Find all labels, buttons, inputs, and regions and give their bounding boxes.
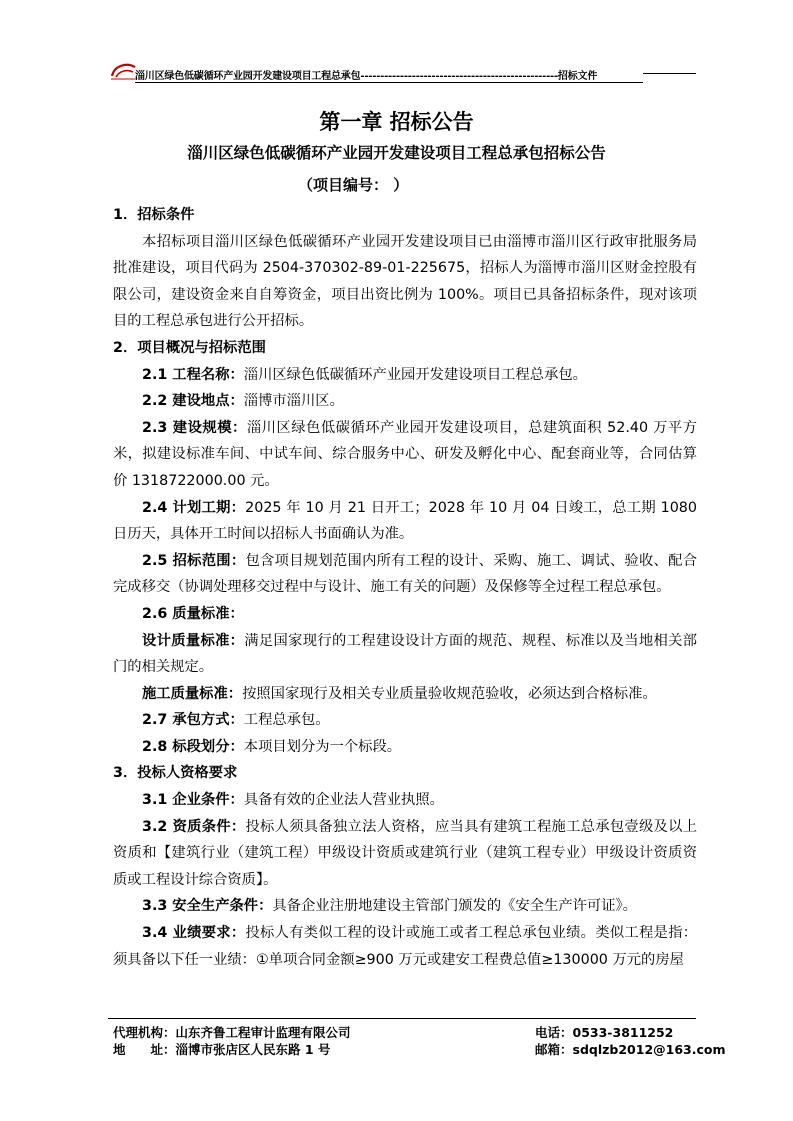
item-label: 2.3 建设规模： — [142, 419, 247, 436]
section-heading: 3．投标人资格要求 — [113, 765, 238, 782]
item-label: 施工质量标准： — [142, 685, 243, 702]
item-label: 设计质量标准： — [142, 632, 245, 649]
footer-value: 淄博市张店区人民东路 1 号 — [175, 1042, 331, 1057]
footer-agency — [113, 1023, 351, 1041]
list-item — [113, 920, 697, 973]
section-heading: 1．招标条件 — [113, 207, 195, 223]
list-item — [113, 707, 697, 734]
document-body — [113, 202, 697, 973]
list-item — [113, 734, 697, 761]
list-item — [113, 893, 697, 920]
item-text: 满足国家现行的工程建设设计方面的规范、规程、标准以及当地相关部门的相关规定。 — [113, 632, 697, 676]
item-text: 淄博市淄川区。 — [243, 393, 344, 410]
item-text: 投标人有类似工程的设计或施工或者工程总承包业绩。类似工程是指：须具备以下任一业绩：①单项合同金额≥900 万元或建安工程费总值≥130000 万元的房屋 — [113, 925, 698, 968]
item-text: 具备企业注册地建设主管部门颁发的《安全生产许可证》。 — [272, 898, 637, 915]
footer-email — [535, 1040, 726, 1058]
item-label: 3.4 业绩要求： — [142, 925, 246, 942]
footer-label: 邮箱： — [535, 1042, 573, 1057]
paragraph: 本招标项目淄川区绿色低碳循环产业园开发建设项目已由淄博市淄川区行政审批服务局批准建设，项目代码为 2504-370302-89-01-225675，招标人为淄博市淄川区财金控股有限公司，建设资金来自自筹资金，项目出资比例为 100%。项目已具备招标条件，现对该项目的工程总承包进行公开招标。 — [113, 233, 697, 330]
notice-title: 淄川区绿色低碳循环产业园开发建设项目工程总承包招标公告 — [187, 144, 606, 162]
item-text: 本项目划分为一个标段。 — [243, 738, 402, 755]
item-label: 2.4 计划工期： — [142, 499, 246, 516]
item-label: 2.2 建设地点： — [142, 393, 244, 410]
item-text: 2025 年 10 月 21 日开工；2028 年 10 月 04 日竣工，总工期 1080 日历天，具体开工时间以招标人书面确认为准。 — [113, 499, 697, 543]
item-label: 2.5 招标范围： — [142, 552, 246, 569]
item-label: 2.7 承包方式： — [142, 712, 244, 729]
footer-value: 0533-3811252 — [572, 1025, 674, 1040]
item-text: 工程总承包。 — [243, 712, 330, 729]
footer-value: sdqlzb2012@163.com — [572, 1042, 726, 1057]
item-label: 2.8 标段划分： — [142, 738, 244, 755]
footer-label: 代理机构： — [113, 1025, 176, 1040]
item-text: 包含项目规划范围内所有工程的设计、采购、施工、调试、验收、配合完成移交（协调处理移交过程中与设计、施工有关的问题）及保修等全过程工程总承包。 — [113, 552, 698, 596]
list-item — [113, 601, 697, 628]
chapter-title: 第一章 招标公告 — [319, 110, 474, 134]
list-item — [113, 388, 697, 415]
footer-label: 电话： — [535, 1025, 573, 1040]
item-text: 投标人须具备独立法人资格，应当具有建筑工程施工总承包壹级及以上资质和【建筑行业（建筑工程）甲级设计资质或建筑行业（建筑工程专业）甲级设计资质资质或工程设计综合资质】。 — [113, 818, 698, 888]
item-text: 淄川区绿色低碳循环产业园开发建设项目工程总承包。 — [243, 366, 587, 383]
section-heading: 2．项目概况与招标范围 — [113, 339, 266, 356]
list-item — [113, 495, 697, 548]
page-header — [108, 60, 696, 84]
list-item — [113, 787, 697, 814]
header-right-divider — [643, 73, 696, 74]
item-label: 3.1 企业条件： — [142, 792, 244, 809]
header-divider — [135, 82, 643, 83]
item-label: 2.6 质量标准： — [142, 605, 244, 622]
header-text: 淄川区绿色低碳循环产业园开发建设项目工程总承包--------------------------------------------------招标文件 — [135, 71, 598, 82]
list-item — [113, 814, 697, 894]
list-item — [113, 415, 697, 495]
list-item — [113, 681, 697, 708]
item-text: 按照国家现行及相关专业质量验收规范验收，必须达到合格标准。 — [242, 685, 657, 702]
item-label: 3.3 安全生产条件： — [142, 898, 273, 915]
list-item — [113, 628, 697, 681]
footer-phone — [535, 1023, 673, 1041]
footer-divider — [108, 1018, 696, 1019]
footer-label: 地 址： — [113, 1042, 176, 1057]
item-text: 具备有效的企业法人营业执照。 — [243, 792, 444, 809]
item-label: 2.1 工程名称： — [142, 366, 244, 383]
list-item — [113, 362, 697, 389]
item-label: 3.2 资质条件： — [142, 818, 246, 835]
item-text: 淄川区绿色低碳循环产业园开发建设项目，总建筑面积 52.40 万平方米，拟建设标准车间、中试车间、综合服务中心、研发及孵化中心、配套商业等，合同估算价 1318722000.00 元。 — [113, 419, 698, 489]
footer-value: 山东齐鲁工程审计监理有限公司 — [175, 1025, 351, 1040]
list-item — [113, 548, 697, 601]
footer-address — [113, 1040, 330, 1058]
project-number: （项目编号： ） — [298, 176, 409, 194]
